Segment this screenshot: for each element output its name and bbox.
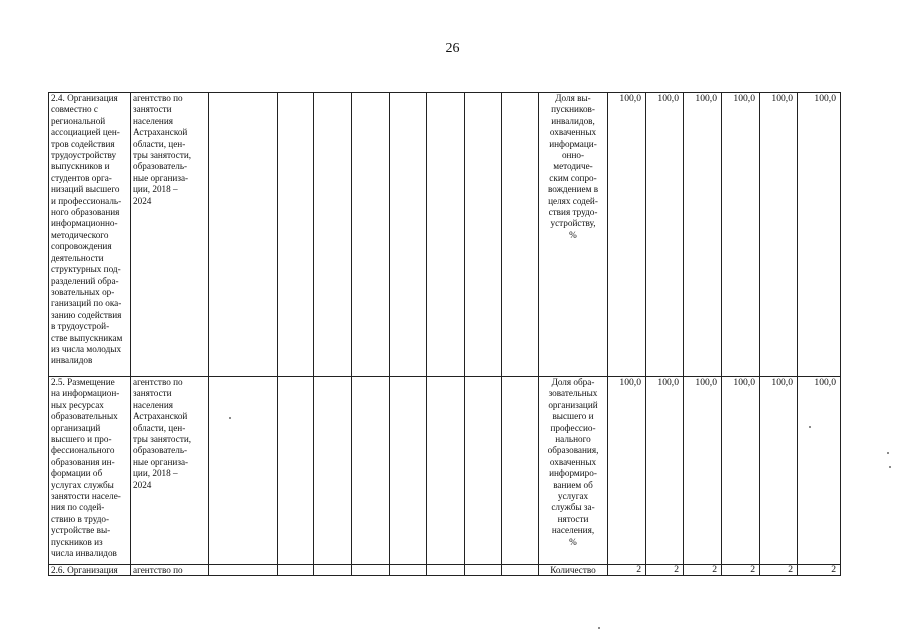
target-value-cell: 100,0 <box>684 377 722 565</box>
empty-cell <box>314 565 352 576</box>
target-value-cell: 2 <box>684 565 722 576</box>
empty-cell <box>209 93 278 377</box>
activity-name-cell <box>49 93 131 377</box>
target-value-cell: 100,0 <box>646 93 684 377</box>
activities-table <box>48 92 841 576</box>
empty-cell <box>278 93 314 377</box>
empty-cell <box>209 377 278 565</box>
target-value-cell: 2 <box>722 565 760 576</box>
target-value-cell: 2 <box>646 565 684 576</box>
table-row <box>49 377 841 565</box>
empty-cell <box>314 93 352 377</box>
scan-speck <box>889 466 891 468</box>
executor-cell: агентство по <box>131 565 209 576</box>
empty-cell <box>465 565 502 576</box>
empty-cell <box>314 377 352 565</box>
empty-cell <box>465 377 502 565</box>
empty-cell <box>278 377 314 565</box>
target-value-cell: 2 <box>608 565 646 576</box>
target-value-cell: 100,0 <box>722 93 760 377</box>
scan-speck <box>598 627 600 629</box>
activity-name-cell <box>49 377 131 565</box>
empty-cell <box>209 565 278 576</box>
target-value-cell: 100,0 <box>684 93 722 377</box>
target-value-cell: 100,0 <box>798 93 841 377</box>
empty-cell <box>502 565 539 576</box>
target-value-cell: 100,0 <box>608 377 646 565</box>
empty-cell <box>390 565 427 576</box>
indicator-text: Доля вы- пускников- инвалидов, охваченных информаци- онно- методиче- ским сопро- вождением в целях содей- ствия трудо- устройству, % <box>547 93 599 240</box>
empty-cell <box>390 93 427 377</box>
scan-speck <box>887 452 889 454</box>
target-value-cell: 100,0 <box>646 377 684 565</box>
table-row <box>49 93 841 377</box>
activity-name: 2.5. Размещение на информацион- ных ресурсах образовательных организаций высшего и про- фессионального образования ин- формации об услугах службы занятости населе- ния по содей- ствию в трудо- устройстве вы- пускников из числа инвалидов <box>51 377 121 559</box>
indicator-cell: Количество <box>539 565 608 576</box>
empty-cell <box>465 93 502 377</box>
empty-cell <box>427 93 465 377</box>
indicator-cell <box>539 93 608 377</box>
indicator-cell <box>539 377 608 565</box>
scan-speck <box>809 426 811 428</box>
executor-cell <box>131 93 209 377</box>
target-value-cell: 100,0 <box>608 93 646 377</box>
page-number: 26 <box>445 41 460 56</box>
executor-text: агентство по занятости населения Астраханской области, цен- тры занятости, образователь- ные организа- ции, 2018 – 2024 <box>133 93 192 206</box>
target-value-cell: 100,0 <box>722 377 760 565</box>
executor-text: агентство по занятости населения Астраханской области, цен- тры занятости, образователь- ные организа- ции, 2018 – 2024 <box>133 377 192 490</box>
target-value-cell: 100,0 <box>760 93 798 377</box>
empty-cell <box>427 377 465 565</box>
empty-cell <box>427 565 465 576</box>
empty-cell <box>352 565 390 576</box>
indicator-text: Доля обра- зовательных организаций высшего и профессио- нального образования, охваченных информиро- ванием об услугах службы за- нятости населения, % <box>547 377 599 547</box>
empty-cell <box>390 377 427 565</box>
scan-speck <box>229 417 231 419</box>
empty-cell <box>352 93 390 377</box>
target-value-cell: 100,0 <box>798 377 841 565</box>
executor-cell <box>131 377 209 565</box>
empty-cell <box>502 377 539 565</box>
target-value-cell: 2 <box>760 565 798 576</box>
activity-name: 2.4. Организация совместно с региональной ассоциацией цен- тров содействия трудоустройству выпускников и студентов орга- низаций высшего и профессиональ- ного образования информационно- методического сопровождения деятельности структурных под- разделений обра- зовательных ор- ганизаций по ока- занию содействия в трудоустрой- стве выпускникам из числа молодых инвалидов <box>51 93 123 366</box>
empty-cell <box>278 565 314 576</box>
target-value-cell: 2 <box>798 565 841 576</box>
empty-cell <box>352 377 390 565</box>
empty-cell <box>502 93 539 377</box>
target-value-cell: 100,0 <box>760 377 798 565</box>
activity-name-cell: 2.6. Организация <box>49 565 131 576</box>
table-row <box>49 565 841 576</box>
